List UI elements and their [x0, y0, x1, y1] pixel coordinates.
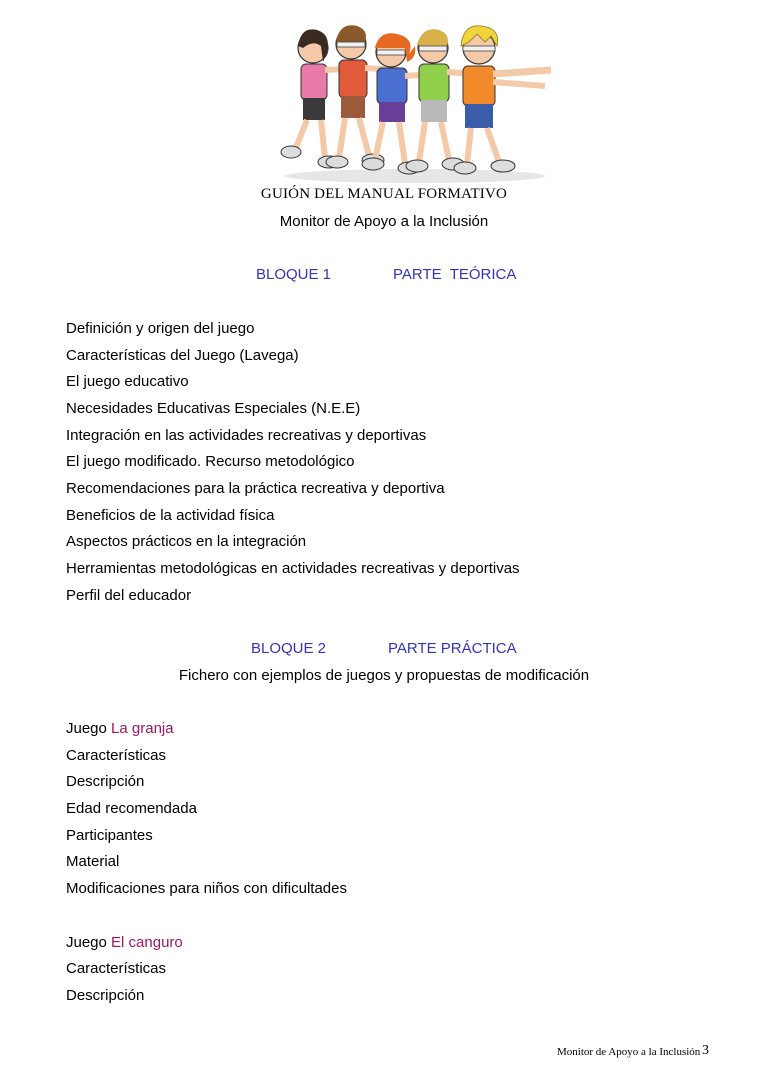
- list-item: El juego modificado. Recurso metodológico: [66, 453, 355, 470]
- list-item: El juego educativo: [66, 373, 189, 390]
- game-heading-el-canguro: [66, 934, 183, 952]
- list-item: Descripción: [66, 773, 145, 790]
- document-subtitle: Monitor de Apoyo a la Inclusión: [279, 213, 489, 230]
- list-item: Aspectos prácticos en la integración: [66, 533, 307, 550]
- list-item: Participantes: [66, 827, 153, 844]
- list-item: Características del Juego (Lavega): [66, 347, 299, 364]
- game-heading-la-granja: [66, 720, 174, 738]
- game-name: La granja: [111, 720, 174, 737]
- game-prefix: Juego: [66, 720, 107, 737]
- list-item: Material: [66, 853, 120, 870]
- list-item: Necesidades Educativas Especiales (N.E.E): [66, 400, 361, 417]
- list-item: Edad recomendada: [66, 800, 197, 817]
- bloque1-label: BLOQUE 1: [256, 266, 332, 283]
- list-item: Perfil del educador: [66, 587, 192, 604]
- child-figure: [454, 26, 551, 174]
- list-item: Integración en las actividades recreativas y deportivas: [66, 427, 427, 444]
- list-item: Recomendaciones para la práctica recreativa y deportiva: [66, 480, 445, 497]
- list-item: Características: [66, 747, 167, 764]
- list-item: Beneficios de la actividad física: [66, 507, 275, 524]
- list-item: Características: [66, 960, 167, 977]
- document-title: GUIÓN DEL MANUAL FORMATIVO: [260, 186, 508, 202]
- game-prefix: Juego: [66, 934, 107, 951]
- bloque2-part: PARTE PRÁCTICA: [388, 640, 517, 657]
- children-illustration-svg: [265, 18, 557, 186]
- page-number: 3: [702, 1043, 709, 1058]
- game-name: El canguro: [111, 934, 183, 951]
- list-item: Modificaciones para niños con dificultades: [66, 880, 347, 897]
- list-item: Herramientas metodológicas en actividades recreativas y deportivas: [66, 560, 520, 577]
- footer-text: Monitor de Apoyo a la Inclusión: [557, 1046, 701, 1058]
- list-item: Descripción: [66, 987, 145, 1004]
- bloque1-part: PARTE TEÓRICA: [393, 266, 517, 283]
- bloque2-description: Fichero con ejemplos de juegos y propuestas de modificación: [178, 667, 590, 684]
- list-item: Definición y origen del juego: [66, 320, 255, 337]
- children-illustration: [265, 18, 557, 186]
- bloque2-label: BLOQUE 2: [251, 640, 327, 657]
